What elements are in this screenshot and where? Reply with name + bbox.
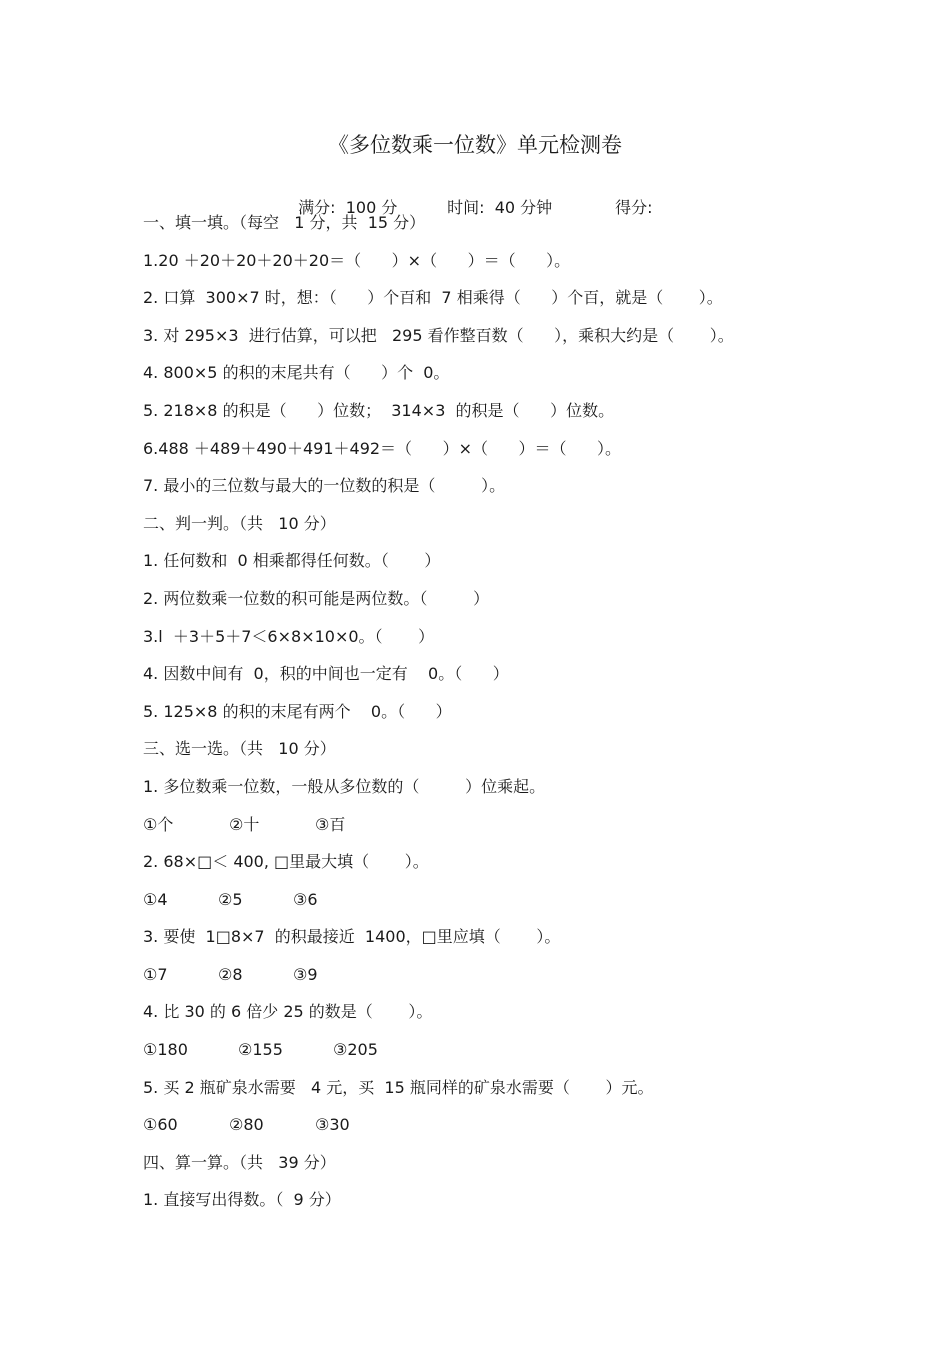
question-item: 2. 口算 300×7 时，想：（ ）个百和 7 相乘得（ ）个百，就是（ ）。 (143, 288, 723, 308)
question-item: 5. 218×8 的积是（ ）位数； 314×3 的积是（ ）位数。 (143, 400, 615, 420)
answer-options (143, 812, 883, 850)
full-score: 满分: 100 分 (298, 198, 398, 217)
question-item: 4. 比 30 的 6 倍少 25 的数是（ ）。 (143, 1002, 433, 1022)
option: ①个 (143, 814, 174, 834)
option: ①180 (143, 1040, 188, 1060)
question-item: 3.l ＋3＋5＋7＜6×8×10×0。（ ） (143, 626, 435, 646)
answer-options (143, 887, 883, 925)
answer-options (143, 1112, 883, 1150)
option: ②8 (218, 964, 243, 984)
question-item: 6.488 ＋489＋490＋491＋492＝（ ）×（ ）＝（ ）。 (143, 438, 622, 458)
page-title: 《多位数乘一位数》单元检测卷 (328, 133, 622, 157)
section-heading-fill: 一、填一填。（每空 1 分，共 15 分） (143, 213, 426, 232)
question-item: 1. 直接写出得数。（ 9 分） (143, 1190, 341, 1210)
option: ①4 (143, 889, 168, 909)
question-item: 4. 800×5 的积的末尾共有（ ）个 0。 (143, 363, 450, 383)
option: ②80 (229, 1115, 264, 1135)
question-item: 2. 两位数乘一位数的积可能是两位数。（ ） (143, 588, 490, 608)
question-item: 4. 因数中间有 0，积的中间也一定有 0。（ ） (143, 664, 509, 684)
question-item: 1.20 ＋20＋20＋20＋20＝（ ）×（ ）＝（ ）。 (143, 250, 571, 270)
question-item: 3. 对 295×3 进行估算，可以把 295 看作整百数（ ），乘积大约是（ ）。 (143, 325, 734, 345)
question-item: 1. 多位数乘一位数，一般从多位数的（ ）位乘起。 (143, 776, 546, 796)
section-heading-judge: 二、判一判。（共 10 分） (143, 513, 336, 533)
score-field: 得分: (615, 198, 653, 217)
option: ②十 (229, 814, 260, 834)
section-heading-calculate: 四、算一算。（共 39 分） (143, 1152, 336, 1172)
option: ②5 (218, 889, 243, 909)
question-item: 5. 125×8 的积的末尾有两个 0。（ ） (143, 701, 452, 721)
exam-content (143, 210, 883, 1225)
option: ①60 (143, 1115, 178, 1135)
option: ③6 (293, 889, 318, 909)
option: ③30 (315, 1115, 350, 1135)
question-item: 1. 任何数和 0 相乘都得任何数。（ ） (143, 551, 441, 571)
option: ③205 (333, 1040, 378, 1060)
question-item: 7. 最小的三位数与最大的一位数的积是（ ）。 (143, 476, 506, 496)
question-item: 3. 要使 1□8×7 的积最接近 1400，□里应填（ ）。 (143, 927, 561, 947)
answer-options (143, 962, 883, 1000)
question-item: 5. 买 2 瓶矿泉水需要 4 元，买 15 瓶同样的矿泉水需要（ ）元。 (143, 1077, 654, 1097)
section-heading-choose: 三、选一选。（共 10 分） (143, 739, 336, 759)
option: ②155 (238, 1040, 283, 1060)
option: ③百 (315, 814, 346, 834)
option: ③9 (293, 964, 318, 984)
option: ①7 (143, 964, 168, 984)
question-item: 2. 68×□＜ 400, □里最大填（ ）。 (143, 852, 429, 872)
time-limit: 时间: 40 分钟 (447, 198, 553, 217)
answer-options (143, 1037, 883, 1075)
